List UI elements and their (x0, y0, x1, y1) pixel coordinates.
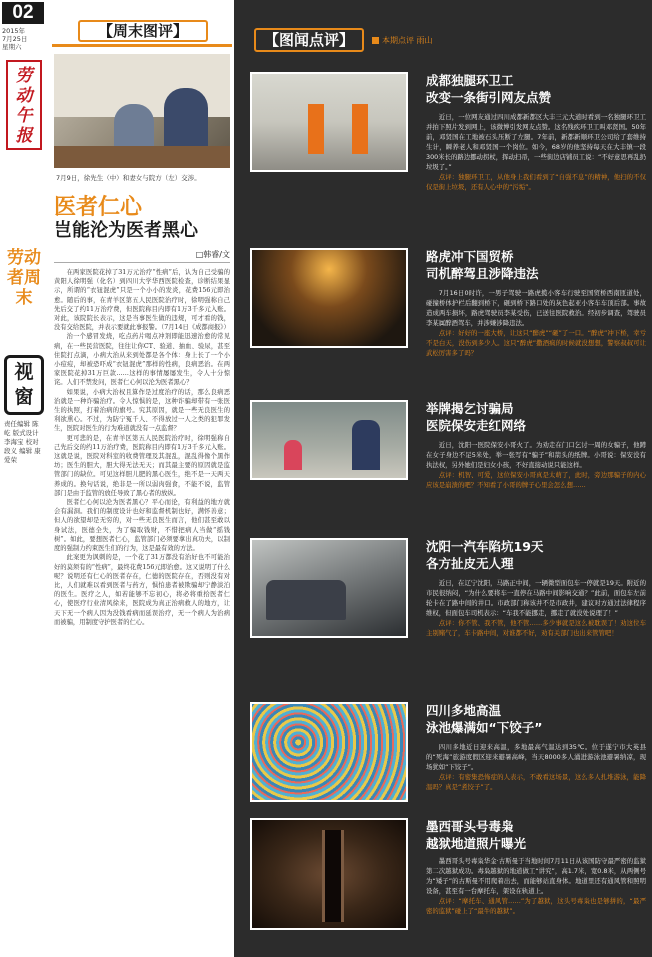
page-side-strip (0, 0, 48, 957)
issue-date-day: 7月25日 (2, 35, 28, 43)
news-photo (250, 72, 408, 172)
article-byline: □韩睿/文 (195, 250, 230, 259)
news-body: 墨西哥头号毒枭华金·古斯曼于当地时间7月11日从该国防守最严密的监狱第二次越狱成功。毒枭越狱的地道做工“讲究”，高1.7米，宽0.8米，从两侧号为“矮子”的古斯曼不用爬着出去，而能够站直身体。地道里还有通风管和照明设备，甚至有一台摩托车，架设在轨道上。 (426, 857, 646, 895)
news-comment: 点评：机智、可爱，这位保安小哥真是太萌了，此时，旁边那骗子的内心应该是崩溃的吧？不知看了小哥的牌子心里会怎么想…… (426, 471, 646, 489)
article-paragraph: 更可悲的是，在青羊区第五人民医院治疗时，徐明强称自己先后交的约11万治疗费，医院称目内即有1万3千多元入账。这就是说，医院对科室的收费管理及其混乱，混乱得像个黑作坊；医生的胆大，胆大得无法无天；而其最主要的原因就是监管部门的缺位。可见这样胆儿肥的黑心医生，绝不是一天两天养成的。换句话说，绝非是一所以弱肉强食，不能不说，监管部门是由于监管的放任导致了黑心者的放纵。 (54, 434, 230, 497)
news-comment: 点评：你不管、我不管，他不管……多少事就是这么被耽误了！劝这位车主别赌气了，车卡路中间，对谁都不好，劝有关部门也出来管管吧！ (426, 619, 646, 637)
news-text (426, 288, 646, 358)
news-body: 7月16日0时许，一男子驾驶一路虎揽小客车行驶至国贸桥西南匝道处，碰撞桥体护栏后翻到桥下，砸到桥下路口处的灰色起亚小客车车顶后部。事故造成两车损坏，路虎驾驶员李某受伤，已送往医院救治。经初步调查，驾驶员李某属醉酒驾车，并涉嫌涉降违法。 (426, 289, 646, 327)
news-photo (250, 248, 408, 348)
page-number: 02 (2, 2, 44, 24)
square-bullet-icon (372, 37, 379, 44)
article-body (54, 268, 230, 952)
reviewer-credit (372, 36, 572, 46)
news-title: 墨西哥头号毒枭 越狱地道照片曝光 (426, 819, 527, 851)
article-paragraph: 在两家医院花掉了31万元治疗“性病”后，认为自己受骗的黄阳人徐明强（化名）到四川大学华西医院检查，诊断结果显示，所谓的“衣钮混虎”只是一个小小的发炎，花费156元即治愈。随后的事，在青羊区第五人民医院治疗时，徐明强称自己先后交了约11万治疗费，但医院称目内即有1万3千多元入账。对此，该院院长表示，这是当事医生做的违规，可才看的钱，没有交给医院，并表示要就此事报警。（7月14日《成都商报》） (54, 269, 230, 332)
news-title: 沈阳一汽车陷坑19天 各方扯皮无人理 (426, 539, 544, 571)
issue-date-year: 2015年 (2, 27, 26, 35)
column-title: 劳动者周末 (7, 248, 41, 308)
news-comment: 点评：“摩托车、通风管……”为了越狱，这头号毒枭也是够拼的，“最严密的监狱”碰上了“最牛的越狱”。 (426, 897, 646, 915)
article-headline: 医者仁心 (54, 195, 143, 220)
news-comment: 点评：好好的一座大桥，让这只“醉虎”“砸”了一口。“醉虎”冲下桥，幸亏不是白天，没伤到多少人。这只“醉虎”撒酒疯的时候就没想想，警察叔叔可让武松厉害多了吗？ (426, 329, 646, 357)
editorial-credits: 责任编辑 陈 屹 版式设计 李海宝 校对 段义 编辑 康爱荣 (4, 420, 41, 464)
news-photo (250, 702, 408, 802)
news-title: 举牌揭乞讨骗局 医院保安走红网络 (426, 401, 527, 433)
news-title: 成都独腿环卫工 改变一条街引网友点赞 (426, 73, 552, 105)
news-text (426, 112, 646, 192)
news-photo (250, 538, 408, 638)
photo-caption: 7月9日，徐先生（中）和妻女与院方（左）交涉。 (56, 174, 201, 182)
article-paragraph: 如果说，小病大治权且算作是过度治疗的话，那么良病恶治就是一种诈骗治疗。令人惊惧的是，这种诈骗却带有一张医生的执照，打着治病的旗号。究其原因，就是一些无良医生的利欲熏心。不过，为防宁冤千人、不得放过一人之类的犯罪发生，医院对医生的行为难道就没有一点监督？ (54, 388, 230, 433)
article-paragraph: 治一个感冒发烧，吃点药片喝点冲剂即能迅速治愈的常见病，在一些民营医院，往往让你CT、验道、抽血、验尿，甚至住院打点滴，小病大治从来到处都是各个体：身上长了一个小小痘痘，却被恐吓成“衣钮混虎”那样的性病，良病恶治。在两家医院花掉31万巨款……这样的事情屡屡发生，令人十分惊诧。人们不禁发问，医者仁心何以沦为医者黑心？ (54, 333, 230, 387)
column-subtitle: 视窗 (4, 355, 44, 415)
news-comment: 点评：独腿环卫工，从他身上我们看到了“自强不息”的精神，他扫的不仅仅是街上垃圾，还有人心中的“污垢”。 (426, 173, 646, 191)
article-paragraph: 此案更为讽刺的是，一个花了31万都没有治好也不可能治好的莫须有的“性病”，最终花费156元即治愈。这又说明了什么呢？说明还有仁心的医者存在，仁德的医院存在，否则没有对比，人们就难以看到医者与药方，惧怕患者被欺骗却宁静淡泊的医生。医疗之人，如若能够不忘初心，将必将重拾医者仁心，使医疗行业清风徐来，医院成为真正治病救人的地方，让天下无一个病人因为没钱看病而延误治疗，无一个病人为治病而被骗，用制度守护医者的仁心。 (54, 554, 230, 626)
hospital-dispute-photo (54, 54, 230, 168)
news-body: 四川多地近日迎来高温，多地最高气温达到35℃。位于遂宁市大英县的“死海”旅游度假区迎来避暑高峰，当天8000多人涌进游泳池避暑纳凉，现场犹如“下饺子”。 (426, 743, 646, 771)
news-comment: 点评：有密集恐怖症的人表示，不敢看这场景，这么多人扎堆游泳，能降温吗？真是“煮饺子”了。 (426, 773, 646, 791)
article-paragraph: 医者仁心何以沦为医者黑心？平心而论，有利益的地方就会有漏洞。我们的制度设计也好和监督机制也好，满怀善意；但人的欲望却是无穷的，对一些无良医生而言，他们甚至敢以身试法，医德全失，为了骗取钱财，不惜把病人当做“摇钱树”。如此，要想医者仁心，监管部门必须要拿出真功夫，以制度的强制力约束医生们的行为，这是最有效的方法。 (54, 499, 230, 553)
news-body: 近日，沈阳一医院保安小哥火了。为劝走在门口乞讨一周的女骗子，他蹲在女子身边不足5米处，举一张写有“骗子”和箭头的纸牌。小哥说：保安没有执法权，另外她们是妇女小孩，不好直接动说只能这样。 (426, 441, 646, 469)
news-text (426, 440, 646, 490)
article-subheadline: 岂能沦为医者黑心 (54, 220, 198, 241)
news-text (426, 578, 646, 638)
byline-divider (54, 262, 230, 263)
section-divider (52, 44, 232, 47)
news-title: 四川多地高温 泳池爆满如“下饺子” (426, 703, 543, 735)
issue-date (2, 27, 46, 51)
news-title: 路虎冲下国贸桥 司机醉驾且涉降违法 (426, 249, 539, 281)
newspaper-masthead-logo: 劳动午报 (6, 60, 42, 150)
news-photo (250, 818, 408, 930)
weekend-section-banner: 【周末图评】 (78, 20, 208, 42)
news-photo (250, 400, 408, 480)
photo-news-panel (234, 0, 652, 957)
issue-date-weekday: 星期六 (2, 43, 22, 51)
news-text (426, 742, 646, 792)
reviewer-credit-text: 本期点评 雨山 (382, 36, 433, 45)
news-text (426, 856, 646, 916)
news-body: 近日，一位网友通过四川成都新都区大丰三元大道时看到一名独腿环卫工并拍下照片发到网上，该微博引发网友点赞。这名残疾环卫工叫邓贤国。50年前，邓贤国在工地被石头压断了左腿。7年前，新都新顺环卫公司给了套维持生计，瞬养老人和邓贤国一个岗位。如今，68岁的他坚持每天在大丰镇一段300米长的路边挪动拐杖，挥动扫帚，一些街边店铺员工说：“不好意思再乱扔垃圾了。” (426, 113, 647, 171)
photo-news-banner: 【图闻点评】 (254, 28, 364, 52)
news-body: 近日，在辽宁沈阳，马路正中间，一辆微型面包车一停就是19天。附近的市民很纳闷，“为什么要将车一直停在马路中间影响交通？”此前，面包车左前轮卡在了路中间的井口。市政部门称该井不是市政井，建议对方通过法律程序维权，但面包车司机表示：“车我不能挪走，挪走了就没处说理了！” (426, 579, 646, 617)
weekend-commentary-column (48, 0, 234, 957)
